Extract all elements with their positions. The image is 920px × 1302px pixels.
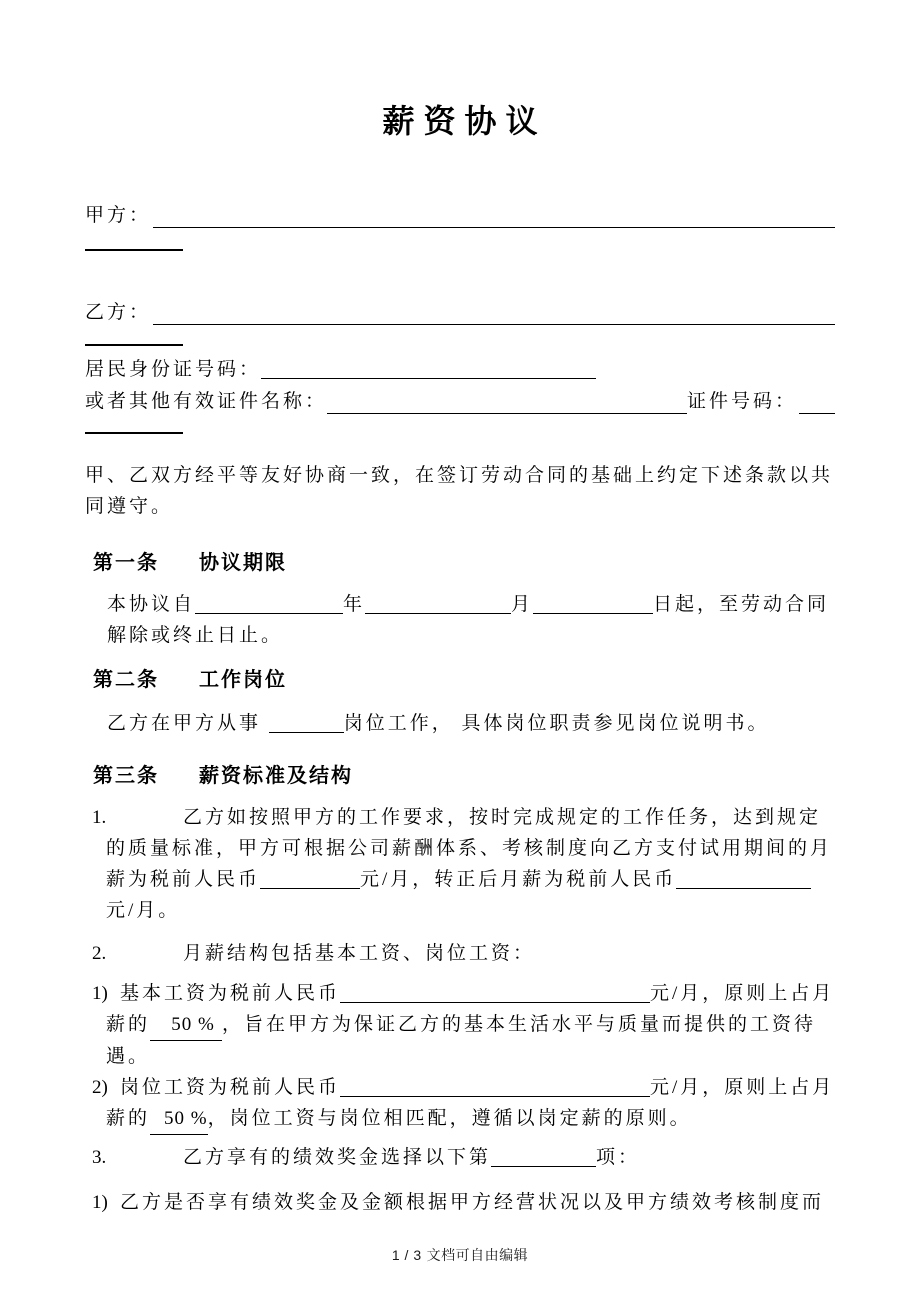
blank-field[interactable] [195,598,343,614]
other-certificate-blank-field[interactable] [327,386,687,414]
list-item [85,1142,835,1173]
item-marker: 2) [92,1077,108,1098]
page-footer [85,1245,835,1265]
list-item [85,802,835,926]
article-3-number: 第三条 [93,765,159,787]
party-a-label: 甲方： [85,205,152,226]
other-certificate-label: 或者其他有效证件名称： [85,391,328,412]
party-a-blank-wrap-line [85,249,183,251]
item-marker: 2. [92,943,107,964]
certificate-number-label: 证件号码： [687,391,798,412]
list-item [85,1187,835,1218]
document-title: 薪资协议 [382,103,547,139]
underlined-value: 50 % [150,1103,208,1135]
blank-field[interactable] [260,873,360,889]
item-text: 月薪结构包括基本工资、岗位工资： [183,943,536,964]
id-number-blank-field[interactable] [261,363,596,379]
party-b-blank-wrap-line [85,344,183,346]
list-item [85,938,835,969]
list-item [85,1072,835,1135]
footer-note: 文档可自由编辑 [426,1247,529,1263]
item-marker: 1) [92,983,108,1004]
article-2-heading [85,663,835,692]
item-text: 乙方如按照甲方的工作要求，按时完成规定的工作任务，达到规定的质量标准，甲方可根据公司薪酬体系、考核制度向乙方支付试用期间的月薪为税前人民币 元/月，转正后月薪为税前人民币元/月。 [106,807,833,921]
party-a-blank-field[interactable] [153,200,835,228]
article-2-body: 乙方在甲方从事 岗位工作， 具体岗位职责参见岗位说明书。 [107,713,770,734]
blank-field[interactable] [491,1151,596,1167]
article-3-title: 薪资标准及结构 [199,765,353,787]
id-number-row [85,354,835,386]
party-a-row [85,200,835,232]
item-text: 乙方享有的绩效奖金选择以下第 项： [183,1147,641,1168]
party-b-label: 乙方： [85,302,152,323]
article-1-title: 协议期限 [199,552,287,574]
blank-field[interactable] [340,987,650,1003]
blank-field[interactable] [340,1081,650,1097]
intro-paragraph: 甲、乙双方经平等友好协商一致，在签订劳动合同的基础上约定下述条款以共同遵守。 [85,465,834,517]
underlined-value: 50 % [150,1009,222,1041]
blank-field[interactable] [269,717,344,733]
list-item [85,978,835,1072]
certificate-number-blank-wrap-line [85,432,183,434]
item-marker: 3. [92,1147,107,1168]
blank-field[interactable] [533,598,653,614]
item-marker: 1) [92,1192,108,1213]
item-text: 乙方是否享有绩效奖金及金额根据甲方经营状况以及甲方绩效考核制度而 [120,1192,825,1213]
article-1-heading [85,546,835,575]
article-2-number: 第二条 [93,669,159,691]
page-number: 1 / 3 [391,1247,422,1263]
item-text: 基本工资为税前人民币 元/月，原则上占月薪的 50 % ，旨在甲方为保证乙方的基本生活水平与质量而提供的工资待遇。 [106,983,835,1067]
party-b-row [85,297,835,329]
id-number-label: 居民身份证号码： [85,359,262,380]
certificate-number-blank-field[interactable] [799,386,835,414]
article-1-body: 本协议自 年 月 日起，至劳动合同解除或终止日止。 [107,594,830,646]
article-2-title: 工作岗位 [199,669,287,691]
party-b-blank-field[interactable] [153,297,835,325]
blank-field[interactable] [365,598,511,614]
item-text: 岗位工资为税前人民币 元/月，原则上占月薪的 50 %，岗位工资与岗位相匹配，遵循以岗定薪的原则。 [106,1072,835,1135]
item-marker: 1. [92,807,107,828]
article-3-heading [85,759,835,788]
other-certificate-row [85,386,835,418]
blank-field[interactable] [676,873,811,889]
article-1-number: 第一条 [93,552,159,574]
